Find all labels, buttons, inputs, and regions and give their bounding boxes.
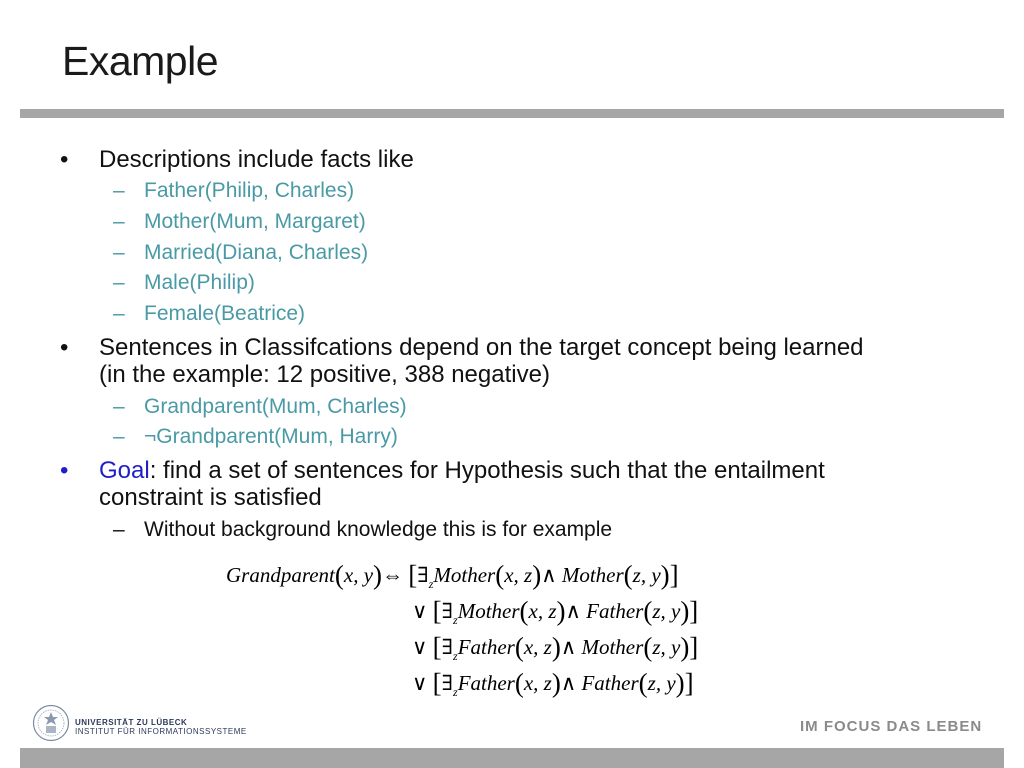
predicate: Mother xyxy=(433,563,496,587)
args: z, y xyxy=(652,635,681,659)
bullet-icon: • xyxy=(60,334,69,361)
or-symbol: ∨ xyxy=(412,635,428,659)
sub-item-text: Married(Diana, Charles) xyxy=(144,241,369,264)
bullet-text-line1 xyxy=(99,457,969,484)
args: x, z xyxy=(504,563,533,587)
formula-args: x, y xyxy=(343,563,374,587)
dash-icon: – xyxy=(113,425,125,448)
args: x, z xyxy=(528,599,557,623)
university-logo-text xyxy=(75,718,247,736)
predicate: Father xyxy=(586,599,644,623)
goal-text: : find a set of sentences for Hypothesis such that the entailment xyxy=(149,457,825,484)
sub-item-text: Mother(Mum, Margaret) xyxy=(144,210,366,233)
dash-icon: – xyxy=(113,395,125,418)
university-name: UNIVERSITÄT ZU LÜBECK xyxy=(75,718,188,727)
iff-symbol: ⇔ xyxy=(382,563,404,587)
exists-var: z xyxy=(453,685,458,699)
sub-item-text: Without background knowledge this is for example xyxy=(144,518,613,541)
bullet-text-line2: constraint is satisfied xyxy=(99,484,322,511)
sub-item-text: Male(Philip) xyxy=(144,271,255,294)
formula-lhs: Grandparent xyxy=(226,563,335,587)
dash-icon: – xyxy=(113,302,125,325)
args: x, z xyxy=(523,635,552,659)
dash-icon: – xyxy=(113,210,125,233)
footer-bar xyxy=(20,748,1004,768)
and-symbol: ∧ xyxy=(560,635,577,659)
args: z, y xyxy=(647,671,676,695)
university-seal-icon xyxy=(32,704,70,742)
exists-symbol: ∃ xyxy=(441,671,454,695)
exists-var: z xyxy=(453,613,458,627)
exists-var: z xyxy=(428,577,434,591)
args: z, y xyxy=(652,599,681,623)
and-symbol: ∧ xyxy=(560,671,577,695)
slide-title: Example xyxy=(62,38,219,84)
and-symbol: ∧ xyxy=(565,599,581,623)
predicate: Father xyxy=(457,671,515,695)
bullet-icon: • xyxy=(60,146,69,173)
exists-symbol: ∃ xyxy=(441,599,454,623)
bullet-text: Descriptions include facts like xyxy=(99,146,414,173)
predicate: Mother xyxy=(561,563,624,587)
predicate: Father xyxy=(457,635,515,659)
bullet-text-line1: Sentences in Classifcations depend on the target concept being learned xyxy=(99,334,864,361)
sub-item-text: ¬Grandparent(Mum, Harry) xyxy=(144,425,398,448)
or-symbol: ∨ xyxy=(412,671,428,695)
predicate: Mother xyxy=(581,635,644,659)
dash-icon: – xyxy=(113,241,125,264)
exists-symbol: ∃ xyxy=(417,563,429,587)
sub-item-text: Grandparent(Mum, Charles) xyxy=(144,395,407,418)
formula-line-3: ∨ [$\exists_zFather(x$, z)∧ Mother(z, y)] xyxy=(412,632,699,663)
dash-icon: – xyxy=(113,518,125,541)
dash-icon: – xyxy=(113,271,125,294)
and-symbol: ∧ xyxy=(541,563,557,587)
predicate: Mother xyxy=(457,599,520,623)
predicate: Father xyxy=(581,671,639,695)
exists-var: z xyxy=(453,649,458,663)
sub-item-text: Female(Beatrice) xyxy=(144,302,306,325)
or-symbol: ∨ xyxy=(412,599,428,623)
institute-name: INSTITUT FÜR INFORMATIONSSYSTEME xyxy=(75,727,247,736)
bullet-text-line2: (in the example: 12 positive, 388 negative) xyxy=(99,361,550,388)
bullet-icon: • xyxy=(60,457,69,484)
formula-line-1: Grandparent(x, y)⇔ [$\exists_zMother(x$, z)∧ Mother(z, y)] xyxy=(226,560,679,591)
exists-symbol: ∃ xyxy=(441,635,454,659)
formula-line-2: ∨ [$\exists_zMother(x$, z)∧ Father(z, y)] xyxy=(412,596,699,627)
args: x, z xyxy=(523,671,552,695)
args: z, y xyxy=(632,563,661,587)
sub-item-text: Father(Philip, Charles) xyxy=(144,179,355,202)
goal-keyword: Goal xyxy=(99,457,150,484)
dash-icon: – xyxy=(113,179,125,202)
footer-motto: IM FOCUS DAS LEBEN xyxy=(800,718,983,735)
formula-line-4: ∨ [$\exists_zFather(x$, z)∧ Father(z, y)] xyxy=(412,668,694,699)
title-divider xyxy=(20,109,1004,118)
